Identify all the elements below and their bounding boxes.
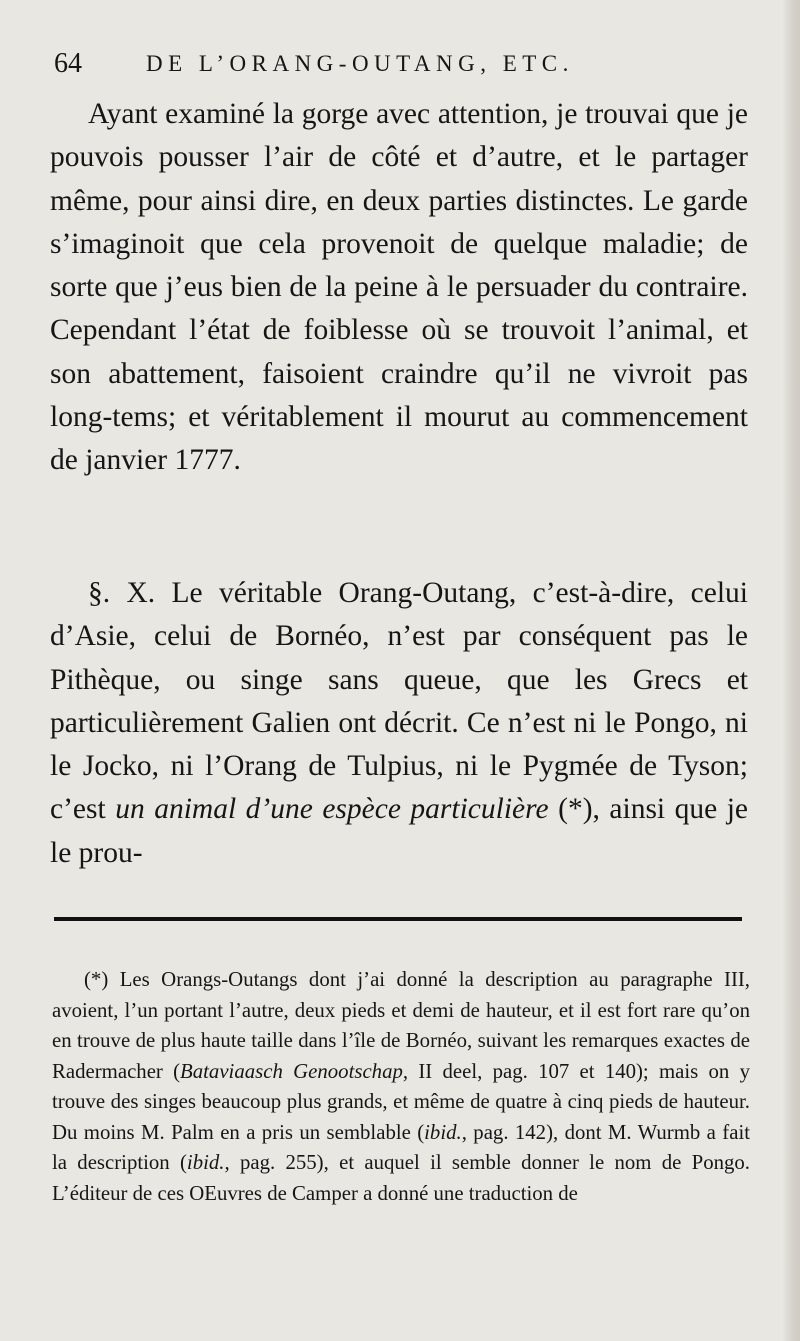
footnote-text-3: , pag. 142), dont M. Wurmb a fait la description ( bbox=[52, 1120, 750, 1174]
page-number: 64 bbox=[54, 48, 82, 79]
body-paragraph-1: Ayant examiné la gorge avec attention, je trouvai que je pouvois pousser l’air de côté et d’autre, et le partager même, pour ainsi dire, en deux parties distinctes. Le garde s’imaginoit que cela provenoit de quelque maladie; de sorte que j’eus bien de la peine à le persuader du contraire. Cependant l’état de foiblesse où se trouvoit l’animal, et son abattement, faisoient craindre qu’il ne vivroit pas long-tems; et véritablement il mourut au commencement de janvier 1777. bbox=[50, 98, 748, 477]
body-paragraph-2 bbox=[50, 572, 748, 875]
page-header bbox=[54, 44, 750, 84]
page-edge-shadow bbox=[782, 0, 800, 1341]
footnote bbox=[52, 965, 750, 1209]
footnote-text-4: , pag. 255), et auquel il semble donner le nom de Pongo. L’éditeur de ces OEuvres de Camper a donné une traduction de bbox=[52, 1151, 750, 1205]
footnote-divider bbox=[54, 917, 742, 921]
paragraph-2-text-start: §. X. Le véritable Orang-Outang, c’est-à-dire, celui d’Asie, celui de Bornéo, n’est par conséquent pas le Pithèque, ou singe sans queue, que les Grecs et particulièrement Galien ont décrit. Ce n’est ni le Pongo, ni le Jocko, ni l’Orang de Tulpius, ni le Pygmée de Tyson; c’est bbox=[50, 577, 748, 826]
footnote-citation-2: ibid. bbox=[424, 1120, 462, 1144]
footnote-citation-3: ibid. bbox=[186, 1151, 225, 1174]
footnote-citation-1: Bataviaasch Genootschap bbox=[180, 1059, 403, 1083]
paragraph-2-emphasis: un animal d’une espèce particulière bbox=[115, 793, 549, 826]
running-title: DE L’ORANG-OUTANG, ETC. bbox=[146, 51, 574, 76]
footnote-text-1: (*) Les Orangs-Outangs dont j’ai donné la description au paragraphe III, avoient, l’un portant l’autre, deux pieds et demi de hauteur, et il est fort rare qu’on en trouve de plus haute taille dans l’île de Bornéo, suivant les remarques exactes de Radermacher ( bbox=[52, 968, 750, 1083]
paragraph-2-text-end: (*), ainsi que je le prou- bbox=[50, 793, 749, 869]
footnote-text-2: , II deel, pag. 107 et 140); mais on y trouve des singes beaucoup plus grands, et même de quatre à cinq pieds de hauteur. Du moins M. Palm en a pris un semblable ( bbox=[52, 1059, 750, 1144]
